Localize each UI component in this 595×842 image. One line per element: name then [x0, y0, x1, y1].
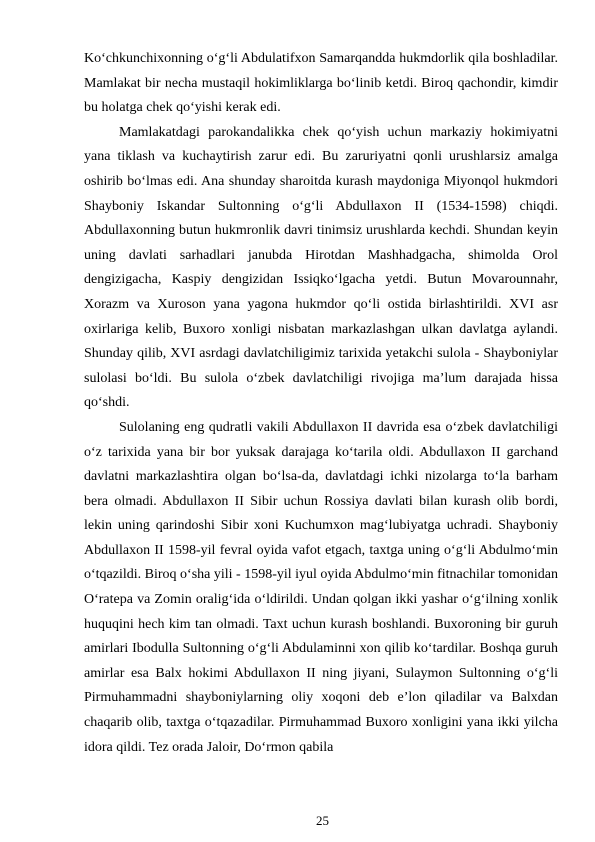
paragraph-2: Mamlakatdagi parokandalikka chek qo‘yish uchun markaziy hokimiyatni yana tiklash va kuchaytirish zarur edi. Bu zaruriyatni qonli urushlarsiz amalga oshirib bo‘lmas edi. Ana shunday sharoitda kurash maydoniga Miyonqol hukmdori Shayboniy Iskandar Sultonning o‘g‘li Abdullaxon II (1534-1598) chiqdi. Abdullaxonning butun hukmronlik davri tinimsiz urushlarda kechdi. Shundan keyin uning davlati sarhadlari janubda Hirotdan Mashhadgacha, shimolda Orol dengizigacha, Kaspiy dengizidan Issiqko‘lgacha yetdi. Butun Movarounnahr, Xorazm va Xuroson yana yagona hukmdor qo‘li ostida birlashtirildi. XVI asr oxirlariga kelib, Buxoro xonligi nisbatan markazlashgan ulkan davlatga aylandi. Shunday qilib, XVI asrdagi davlatchiligimiz tarixida yetakchi sulola - Shayboniylar sulolasi bo‘ldi. Bu sulola o‘zbek davlatchiligi rivojiga ma’lum darajada hissa qo‘shdi. — [84, 124, 558, 411]
document-body — [84, 47, 558, 760]
paragraph-3: Sulolaning eng qudratli vakili Abdullaxon II davrida esa o‘zbek davlatchiligi o‘z tarixida yana bir bor yuksak darajaga ko‘tarila oldi. Abdullaxon II garchand davlatni markazlashtira olgan bo‘lsa-da, davlatdagi ichki nizolarga to‘la barham bera olmadi. Abdullaxon II Sibir uchun Rossiya davlati bilan kurash olib bordi, lekin uning qarindoshi Sibir xoni Kuchumxon mag‘lubiyatga uchradi. Shayboniy Abdullaxon II 1598-yil fevral oyida vafot etgach, taxtga uning o‘g‘li Abdulmo‘min o‘tqazildi. Biroq o‘sha yili - 1598-yil iyul oyida Abdulmo‘min fitnachilar tomonidan O‘ratepa va Zomin oralig‘ida o‘ldirildi. Undan qolgan ikki yashar o‘g‘ilning xonlik huquqini hech kim tan olmadi. Taxt uchun kurash boshlandi. Buxoroning bir guruh amirlari Ibodulla Sultonning o‘g‘li Abdulaminni xon qilib ko‘tardilar. Boshqa guruh amirlar esa Balx hokimi Abdullaxon II ning jiyani, Sulaymon Sultonning o‘g‘li Pirmuhammadni shayboniylarning oliy xoqoni deb e’lon qiladilar va Balxdan chaqarib olib, taxtga o‘tqazadilar. Pirmuhammad Buxoro xonligini yana ikki yilcha idora qildi. Tez orada Jaloir, Do‘rmon qabila — [84, 419, 558, 755]
page-number: 25 — [316, 813, 329, 828]
paragraph-1: Ko‘chkunchixonning o‘g‘li Abdulatifxon Samarqandda hukmdorlik qila boshladilar. Mamlakat bir necha mustaqil hokimliklarga bo‘linib ketdi. Biroq qachondir, kimdir bu holatga chek qo‘yishi kerak edi. — [84, 51, 558, 116]
